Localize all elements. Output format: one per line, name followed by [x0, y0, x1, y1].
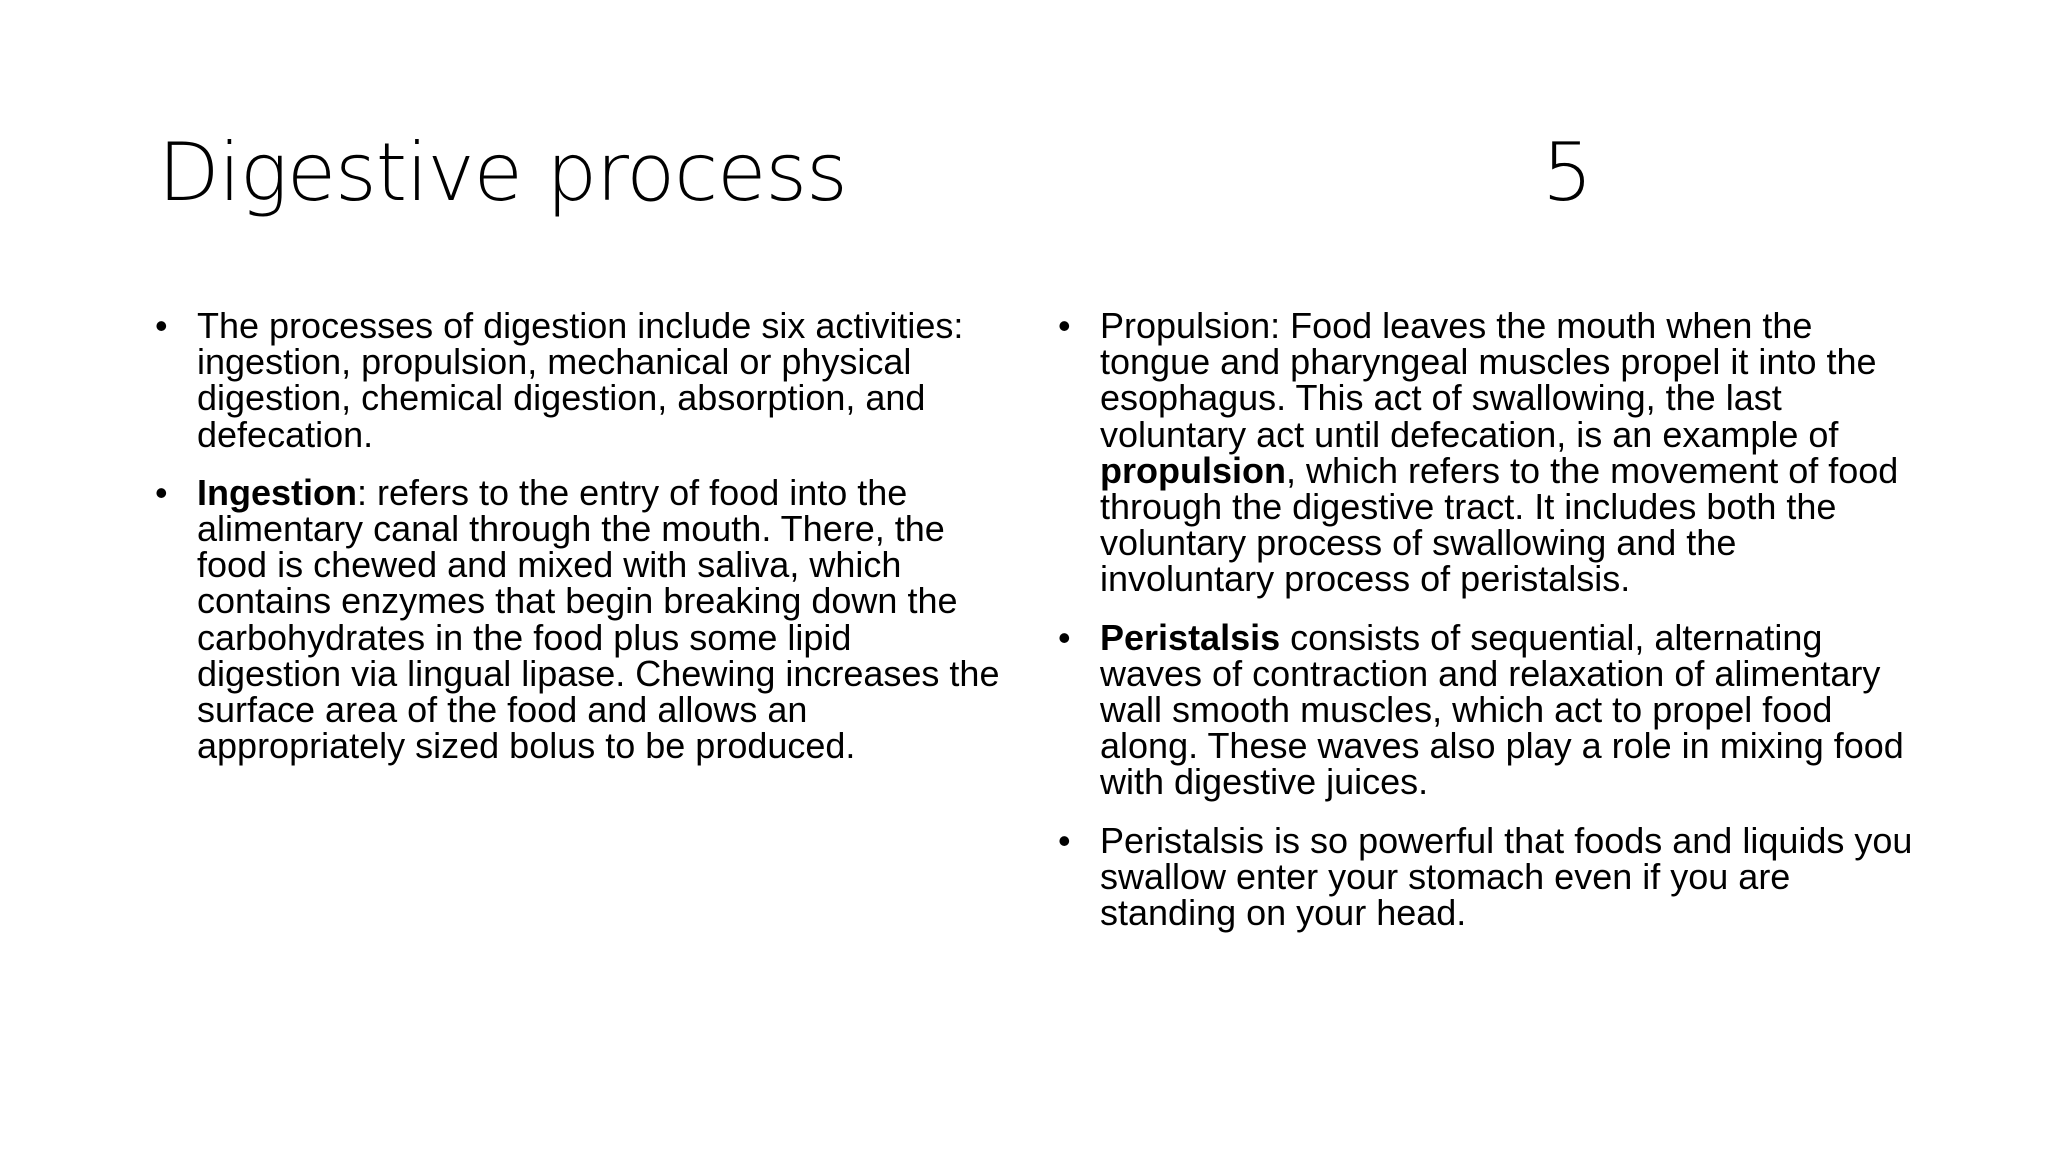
bullet-text: , which refers to the movement of food through the digestive tract. It includes both the voluntary process of swallowing and the involuntary process of peristalsis.: [1100, 449, 1899, 600]
left-bullet-list: [155, 305, 1005, 786]
right-bullet-list: [1058, 305, 1918, 953]
bullet-icon: •: [1058, 819, 1071, 861]
slide-title: Digestive process: [158, 126, 847, 219]
bullet-text: : refers to the entry of food into the alimentary canal through the mouth. There, the food is chewed and mixed with saliva, which contains enzymes that begin breaking down the carbohydrates in the food plus some lipid digestion via lingual lipase. Chewing increases the surface area of the food and allows an appropriately sized bolus to be produced.: [197, 471, 1000, 767]
bullet-icon: •: [1058, 616, 1071, 658]
bullet-bold-term: propulsion: [1100, 449, 1286, 491]
bullet-item-propulsion: [1058, 305, 1918, 600]
bullet-icon: •: [155, 305, 168, 346]
bullet-item-peristalsis: [1058, 616, 1918, 803]
bullet-text: consists of sequential, alternating waves of contraction and relaxation of alimentary wall smooth muscles, which act to propel food along. These waves also play a role in mixing food with digestive juices.: [1100, 616, 1904, 803]
bullet-bold-term: Ingestion: [197, 471, 357, 513]
bullet-item-peristalsis-power: [1058, 819, 1918, 934]
bullet-icon: •: [155, 471, 168, 513]
bullet-text: The processes of digestion include six activities: ingestion, propulsion, mechanical or physical digestion, chemical digestion, absorption, and defecation.: [197, 305, 964, 455]
slide-number: 5: [1542, 126, 1593, 219]
bullet-text: Peristalsis is so powerful that foods and liquids you swallow enter your stomach even if you are standing on your head.: [1100, 819, 1913, 934]
bullet-item-digestion-overview: [155, 305, 1005, 455]
bullet-icon: •: [1058, 305, 1071, 346]
bullet-text: Propulsion: Food leaves the mouth when the tongue and pharyngeal muscles propel it into the esophagus. This act of swallowing, the last voluntary act until defecation, is an example of: [1100, 305, 1877, 455]
bullet-bold-term: Peristalsis: [1100, 616, 1281, 658]
bullet-item-ingestion: [155, 471, 1005, 767]
